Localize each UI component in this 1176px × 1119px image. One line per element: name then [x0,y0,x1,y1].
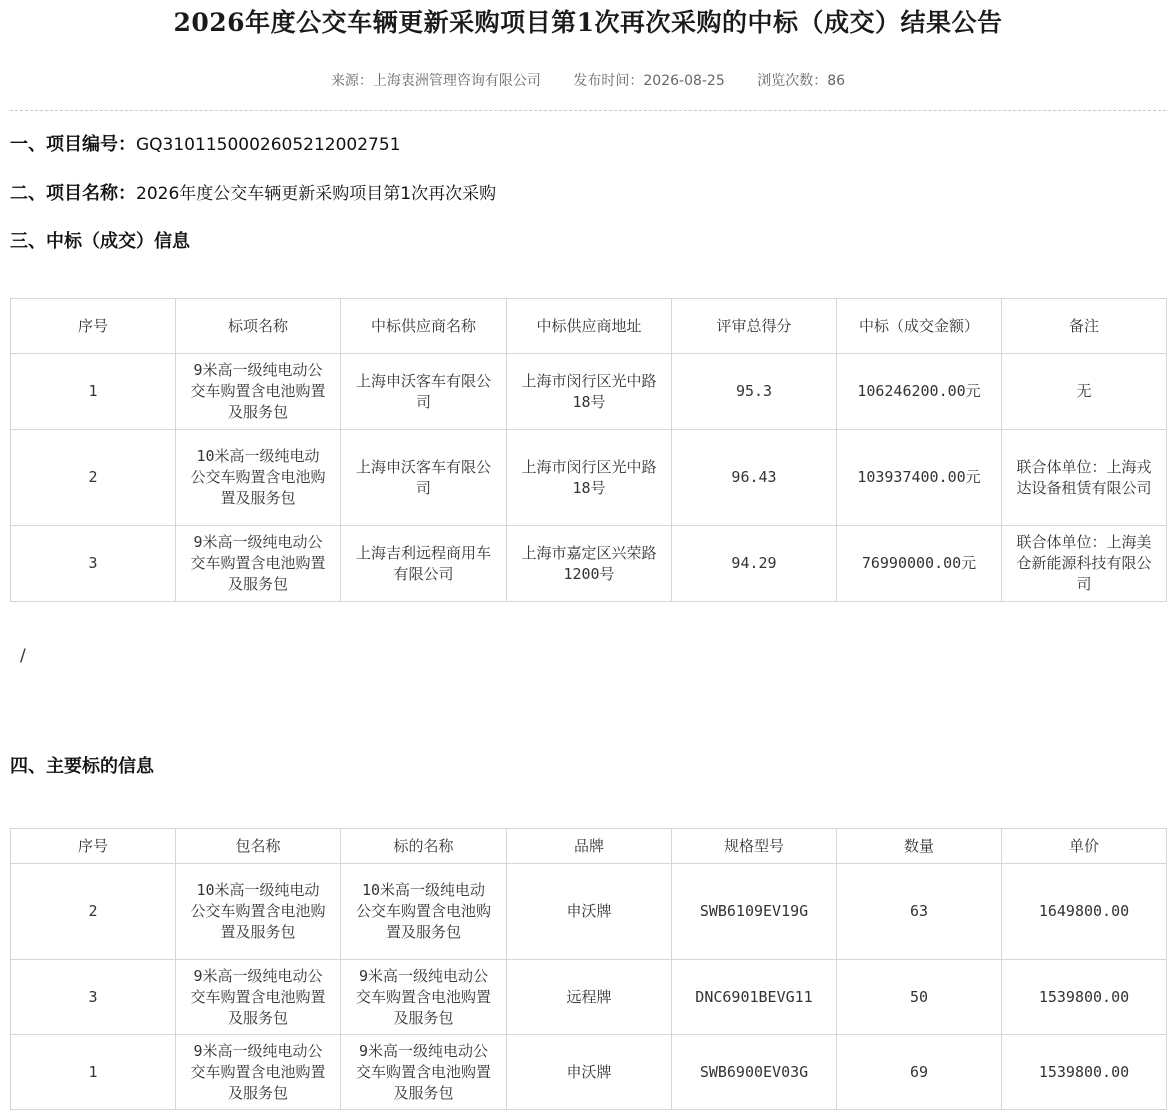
table-cell: 2 [11,864,176,960]
column-header: 单价 [1002,829,1167,864]
column-header: 规格型号 [672,829,837,864]
award-table [10,298,1167,602]
page-title: 2026年度公交车辆更新采购项目第1次再次采购的中标（成交）结果公告 [173,8,1003,37]
table-cell: 50 [837,960,1002,1035]
main-subject-label: 四、主要标的信息 [10,756,154,777]
table-cell: 10米高一级纯电动公交车购置含电池购置及服务包 [341,864,507,960]
table-cell: 103937400.00元 [837,430,1002,526]
column-header: 备注 [1002,299,1167,354]
table-cell: DNC6901BEVG11 [672,960,837,1035]
table-row [11,526,1167,602]
project-name-label: 二、项目名称： [10,183,136,204]
column-header: 品牌 [507,829,672,864]
table-cell: 申沃牌 [507,864,672,960]
main-subject-table [10,828,1167,1110]
table-cell: 9米高一级纯电动公交车购置含电池购置及服务包 [176,526,341,602]
table-row [11,960,1167,1035]
table-cell: 3 [11,526,176,602]
main-subject-heading [10,752,154,778]
table-cell: 上海市闵行区光中路18号 [507,430,672,526]
project-number-line [10,130,401,156]
table-cell: 上海市闵行区光中路18号 [507,354,672,430]
table-cell: 96.43 [672,430,837,526]
table-cell: 上海吉利远程商用车有限公司 [341,526,507,602]
table-cell: 3 [11,960,176,1035]
project-number: GQ3101150002605212002751 [136,135,401,155]
project-name: 2026年度公交车辆更新采购项目第1次再次采购 [136,184,497,204]
table-cell: 2 [11,430,176,526]
table-cell: 9米高一级纯电动公交车购置含电池购置及服务包 [176,960,341,1035]
table-row [11,430,1167,526]
column-header: 序号 [11,299,176,354]
publish-time: 发布时间：2026-08-25 [573,73,725,89]
table-cell: 9米高一级纯电动公交车购置含电池购置及服务包 [341,960,507,1035]
project-name-line [10,179,496,205]
table-cell: 远程牌 [507,960,672,1035]
table-cell: 1 [11,1035,176,1110]
table-cell: 上海市嘉定区兴荣路1200号 [507,526,672,602]
column-header: 标的名称 [341,829,507,864]
table-header-row [11,829,1167,864]
award-info-label: 三、中标（成交）信息 [10,231,190,252]
project-number-label: 一、项目编号： [10,134,136,155]
table-cell: 上海申沃客车有限公司 [341,430,507,526]
table-cell: 上海申沃客车有限公司 [341,354,507,430]
column-header: 序号 [11,829,176,864]
table-cell: 94.29 [672,526,837,602]
column-header: 评审总得分 [672,299,837,354]
article-meta [0,70,1176,90]
column-header: 标项名称 [176,299,341,354]
table-row [11,354,1167,430]
table-cell: 106246200.00元 [837,354,1002,430]
column-header: 数量 [837,829,1002,864]
column-header: 中标供应商地址 [507,299,672,354]
table-cell: SWB6109EV19G [672,864,837,960]
column-header: 中标（成交金额） [837,299,1002,354]
view-count: 浏览次数：86 [757,73,846,89]
table-cell: 9米高一级纯电动公交车购置含电池购置及服务包 [176,1035,341,1110]
table-row [11,1035,1167,1110]
table-cell: 69 [837,1035,1002,1110]
source-text: 来源：上海衷洲管理咨询有限公司 [330,73,541,89]
column-header: 包名称 [176,829,341,864]
table-cell: 联合体单位：上海戎达设备租赁有限公司 [1002,430,1167,526]
table-header-row [11,299,1167,354]
table-cell: 1539800.00 [1002,1035,1167,1110]
table-cell: 9米高一级纯电动公交车购置含电池购置及服务包 [341,1035,507,1110]
divider [10,110,1166,111]
placeholder-slash: / [20,646,26,666]
column-header: 中标供应商名称 [341,299,507,354]
table-cell: 联合体单位：上海美仓新能源科技有限公司 [1002,526,1167,602]
award-info-heading [10,227,190,253]
table-cell: 63 [837,864,1002,960]
table-cell: 1 [11,354,176,430]
table-cell: 1649800.00 [1002,864,1167,960]
table-cell: 无 [1002,354,1167,430]
table-cell: 1539800.00 [1002,960,1167,1035]
table-cell: 95.3 [672,354,837,430]
table-cell: SWB6900EV03G [672,1035,837,1110]
table-cell: 10米高一级纯电动公交车购置含电池购置及服务包 [176,864,341,960]
table-cell: 9米高一级纯电动公交车购置含电池购置及服务包 [176,354,341,430]
table-cell: 10米高一级纯电动公交车购置含电池购置及服务包 [176,430,341,526]
table-cell: 76990000.00元 [837,526,1002,602]
table-cell: 申沃牌 [507,1035,672,1110]
table-row [11,864,1167,960]
